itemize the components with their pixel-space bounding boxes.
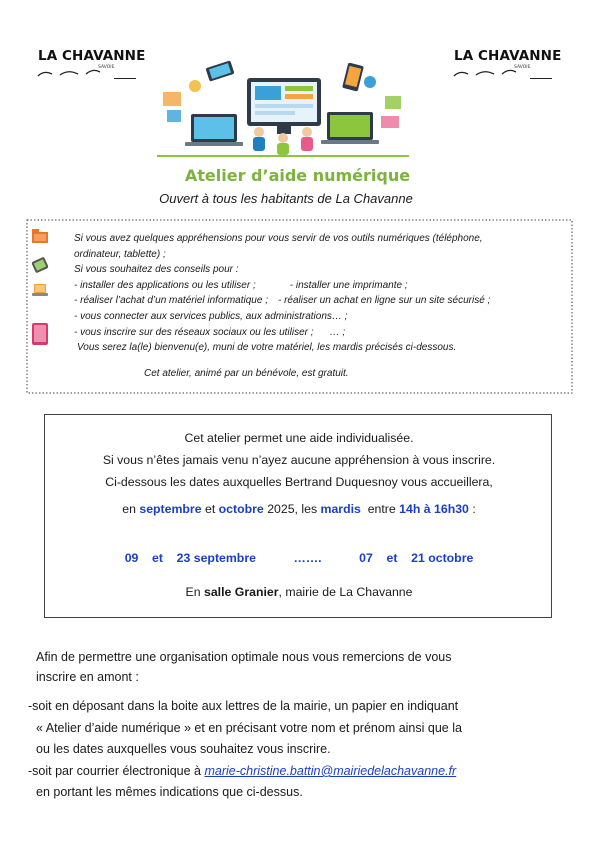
logo-left-tag: SAVOIE — [98, 65, 115, 70]
option-1-line-3: ou les dates auxquelles vous souhaitez vous inscrire. — [36, 742, 331, 756]
item-a: - installer des applications ou les utiliser ; — [74, 279, 256, 291]
option-1-line-2: « Atelier d’aide numérique » et en précisant votre nom et prénom ainsi que la — [36, 721, 462, 735]
schedule-dates — [45, 551, 553, 565]
date-3: 07 — [359, 551, 373, 565]
month-october: octobre — [218, 502, 264, 516]
venue-suffix: , mairie de La Chavanne — [278, 585, 413, 599]
email-link[interactable]: marie-christine.battin@mairiedelachavanne.fr — [204, 764, 457, 778]
footer-intro-2: inscrire en amont : — [36, 670, 139, 684]
between: entre — [367, 502, 396, 516]
list-item — [74, 309, 490, 325]
time-range: 14h à 16h30 — [399, 502, 469, 516]
option-2-prefix: -soit par courrier électronique à — [28, 764, 205, 778]
intro-line: Si vous avez quelques appréhensions pour vous servir de vos outils numériques (téléphone, — [74, 233, 483, 244]
intro-line: ordinateur, tablette) ; — [74, 248, 166, 260]
logo-left — [38, 48, 146, 70]
list-item — [74, 293, 490, 309]
laptop-icon — [32, 283, 48, 297]
logo-right — [454, 48, 562, 70]
option-1-line-1: -soit en déposant dans la boite aux lettres de la mairie, un papier en indiquant — [28, 699, 459, 713]
option-2-line-1 — [28, 764, 456, 778]
year: 2025, les — [267, 502, 318, 516]
item-b: … ; — [329, 326, 346, 338]
green-divider — [157, 155, 409, 157]
date-and-2: et — [386, 551, 398, 565]
welcome-line: Vous serez la(le) bienvenu(e), muni de votre matériel, les mardis précisés ci-dessous. — [77, 342, 457, 354]
digital-devices-illustration — [155, 56, 410, 158]
free-note: Cet atelier, animé par un bénévole, est gratuit. — [144, 368, 349, 379]
phone-icon — [32, 257, 48, 273]
intro-line: Si vous souhaitez des conseils pour : — [74, 264, 239, 276]
schedule-line-2: Si vous n’êtes jamais venu n’ayez aucune appréhension à vous inscrire. — [102, 453, 496, 467]
venue-line — [45, 585, 553, 599]
weekday: mardis — [320, 502, 361, 516]
option-2-line-2: en portant les mêmes indications que ci-dessus. — [36, 785, 303, 799]
folder-icon — [32, 229, 48, 243]
month-september: septembre — [139, 502, 202, 516]
date-4: 21 octobre — [411, 551, 474, 565]
logo-right-waves — [452, 62, 556, 82]
intro-box — [26, 219, 573, 394]
schedule-period — [45, 502, 553, 516]
logo-left-name: LA CHAVANNE — [38, 48, 146, 64]
months-prefix: en — [122, 502, 136, 516]
venue-prefix: En — [185, 585, 201, 599]
item-b: - installer une imprimante ; — [289, 279, 408, 291]
venue-name: salle Granier — [203, 585, 279, 599]
schedule-line-3: Ci-dessous les dates auxquelles Bertrand Duquesnoy vous accueillera, — [105, 475, 493, 489]
date-2: 23 septembre — [176, 551, 256, 565]
item-a: - vous inscrire sur des réseaux sociaux ou les utiliser ; — [74, 326, 314, 338]
page-title: Atelier d’aide numérique — [184, 166, 411, 185]
footer-intro-1: Afin de permettre une organisation optimale nous vous remercions de vous — [36, 650, 452, 664]
date-1: 09 — [124, 551, 139, 565]
item-b: - réaliser un achat en ligne sur un site sécurisé ; — [277, 295, 491, 307]
tablet-icon — [30, 323, 50, 347]
list-item — [74, 278, 490, 294]
logo-right-name: LA CHAVANNE — [454, 48, 562, 64]
schedule-line-1: Cet atelier permet une aide individualisée. — [184, 431, 414, 445]
item-a: - réaliser l’achat d’un matériel informatique ; — [74, 295, 268, 307]
colon: : — [472, 502, 476, 516]
intro-text — [74, 231, 490, 356]
date-dots: ……. — [293, 551, 322, 565]
date-and-1: et — [152, 551, 163, 565]
months-and: et — [204, 502, 216, 516]
schedule-box — [44, 414, 552, 618]
logo-right-tag: SAVOIE — [514, 65, 531, 70]
item-a: - vous connecter aux services publics, aux administrations… ; — [74, 310, 348, 322]
logo-left-waves — [36, 62, 140, 82]
page-subtitle: Ouvert à tous les habitants de La Chavanne — [159, 191, 413, 206]
list-item — [74, 325, 490, 341]
